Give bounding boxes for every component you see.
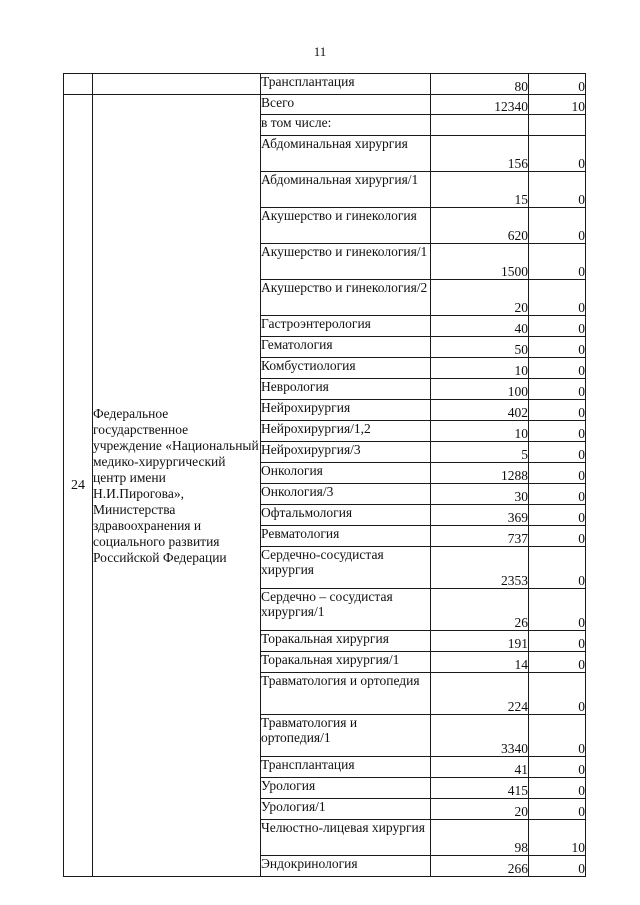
profile-value-2 (529, 115, 586, 136)
table-row-continued (64, 74, 586, 95)
profile-value-2: 0 (529, 526, 586, 547)
profile-name: Онкология/3 (261, 484, 431, 505)
profile-name: Гастроэнтерология (261, 316, 431, 337)
profile-name: Нейрохирургия (261, 400, 431, 421)
profile-value: 20 (431, 799, 529, 820)
profile-name: Сердечно-сосудистая хирургия (261, 547, 431, 589)
organization-name: Федеральное государственное учреждение «Национальный медико-хирургический центр имени Н.И.Пирогова», Министерства здравоохранения и социального развития Российской Федерации (93, 95, 261, 877)
profile-value: 10 (431, 358, 529, 379)
profile-value-2: 0 (529, 547, 586, 589)
profile-name: Эндокринология (261, 856, 431, 877)
profile-value-2: 10 (529, 820, 586, 856)
profile-value: 402 (431, 400, 529, 421)
profile-value-2: 0 (529, 715, 586, 757)
profile-value: 415 (431, 778, 529, 799)
profile-name: Акушерство и гинекология/1 (261, 244, 431, 280)
quota-table (63, 73, 586, 877)
profile-value: 14 (431, 652, 529, 673)
profile-value: 156 (431, 136, 529, 172)
profile-value: 26 (431, 589, 529, 631)
profile-name: Торакальная хирургия (261, 631, 431, 652)
profile-value: 80 (431, 74, 529, 95)
profile-value: 737 (431, 526, 529, 547)
profile-value: 369 (431, 505, 529, 526)
profile-name: Нейрохирургия/1,2 (261, 421, 431, 442)
profile-value-2: 0 (529, 856, 586, 877)
profile-value-2: 0 (529, 172, 586, 208)
profile-name: Урология/1 (261, 799, 431, 820)
profile-value: 15 (431, 172, 529, 208)
profile-value: 2353 (431, 547, 529, 589)
profile-value-2: 0 (529, 589, 586, 631)
profile-value: 41 (431, 757, 529, 778)
profile-name: Неврология (261, 379, 431, 400)
profile-value: 224 (431, 673, 529, 715)
profile-value-2: 0 (529, 421, 586, 442)
profile-name: Урология (261, 778, 431, 799)
profile-value-2: 0 (529, 505, 586, 526)
profile-name: Акушерство и гинекология/2 (261, 280, 431, 316)
profile-name: Трансплантация (261, 74, 431, 95)
profile-value-2: 0 (529, 244, 586, 280)
profile-value-2: 0 (529, 379, 586, 400)
profile-value: 30 (431, 484, 529, 505)
profile-value: 266 (431, 856, 529, 877)
profile-value: 40 (431, 316, 529, 337)
profile-value: 1288 (431, 463, 529, 484)
profile-name: Акушерство и гинекология (261, 208, 431, 244)
profile-value-2: 0 (529, 463, 586, 484)
profile-name: Ревматология (261, 526, 431, 547)
profile-name: Офтальмология (261, 505, 431, 526)
profile-value: 1500 (431, 244, 529, 280)
entry-number: 24 (64, 95, 93, 877)
profile-name: Трансплантация (261, 757, 431, 778)
profile-name: Сердечно – сосудистая хирургия/1 (261, 589, 431, 631)
profile-value-2: 0 (529, 74, 586, 95)
profile-value-2: 0 (529, 652, 586, 673)
profile-name: Всего (261, 95, 431, 115)
profile-value: 20 (431, 280, 529, 316)
profile-name: в том числе: (261, 115, 431, 136)
profile-name: Абдоминальная хирургия/1 (261, 172, 431, 208)
profile-value-2: 0 (529, 358, 586, 379)
profile-value-2: 0 (529, 757, 586, 778)
profile-value-2: 0 (529, 316, 586, 337)
entry-number-cell (64, 74, 93, 95)
profile-name: Комбустиология (261, 358, 431, 379)
profile-value-2: 0 (529, 673, 586, 715)
profile-value: 3340 (431, 715, 529, 757)
profile-value: 12340 (431, 95, 529, 115)
profile-name: Онкология (261, 463, 431, 484)
profile-value-2: 0 (529, 337, 586, 358)
profile-value-2: 0 (529, 484, 586, 505)
table-row (64, 95, 586, 115)
profile-value-2: 0 (529, 400, 586, 421)
profile-value-2: 0 (529, 136, 586, 172)
profile-value-2: 0 (529, 442, 586, 463)
profile-value: 98 (431, 820, 529, 856)
profile-value: 620 (431, 208, 529, 244)
profile-value-2: 0 (529, 778, 586, 799)
profile-name: Травматология и ортопедия (261, 673, 431, 715)
profile-name: Челюстно-лицевая хирургия (261, 820, 431, 856)
profile-name: Травматология и ортопедия/1 (261, 715, 431, 757)
profile-value: 100 (431, 379, 529, 400)
profile-value-2: 10 (529, 95, 586, 115)
page-number: 11 (313, 44, 327, 59)
profile-value: 50 (431, 337, 529, 358)
profile-value-2: 0 (529, 280, 586, 316)
profile-value-2: 0 (529, 799, 586, 820)
profile-value: 5 (431, 442, 529, 463)
profile-name: Нейрохирургия/3 (261, 442, 431, 463)
profile-value: 10 (431, 421, 529, 442)
profile-name: Гематология (261, 337, 431, 358)
profile-value-2: 0 (529, 631, 586, 652)
profile-name: Торакальная хирургия/1 (261, 652, 431, 673)
profile-value: 191 (431, 631, 529, 652)
profile-value-2: 0 (529, 208, 586, 244)
profile-value (431, 115, 529, 136)
profile-name: Абдоминальная хирургия (261, 136, 431, 172)
organization-cell (93, 74, 261, 95)
